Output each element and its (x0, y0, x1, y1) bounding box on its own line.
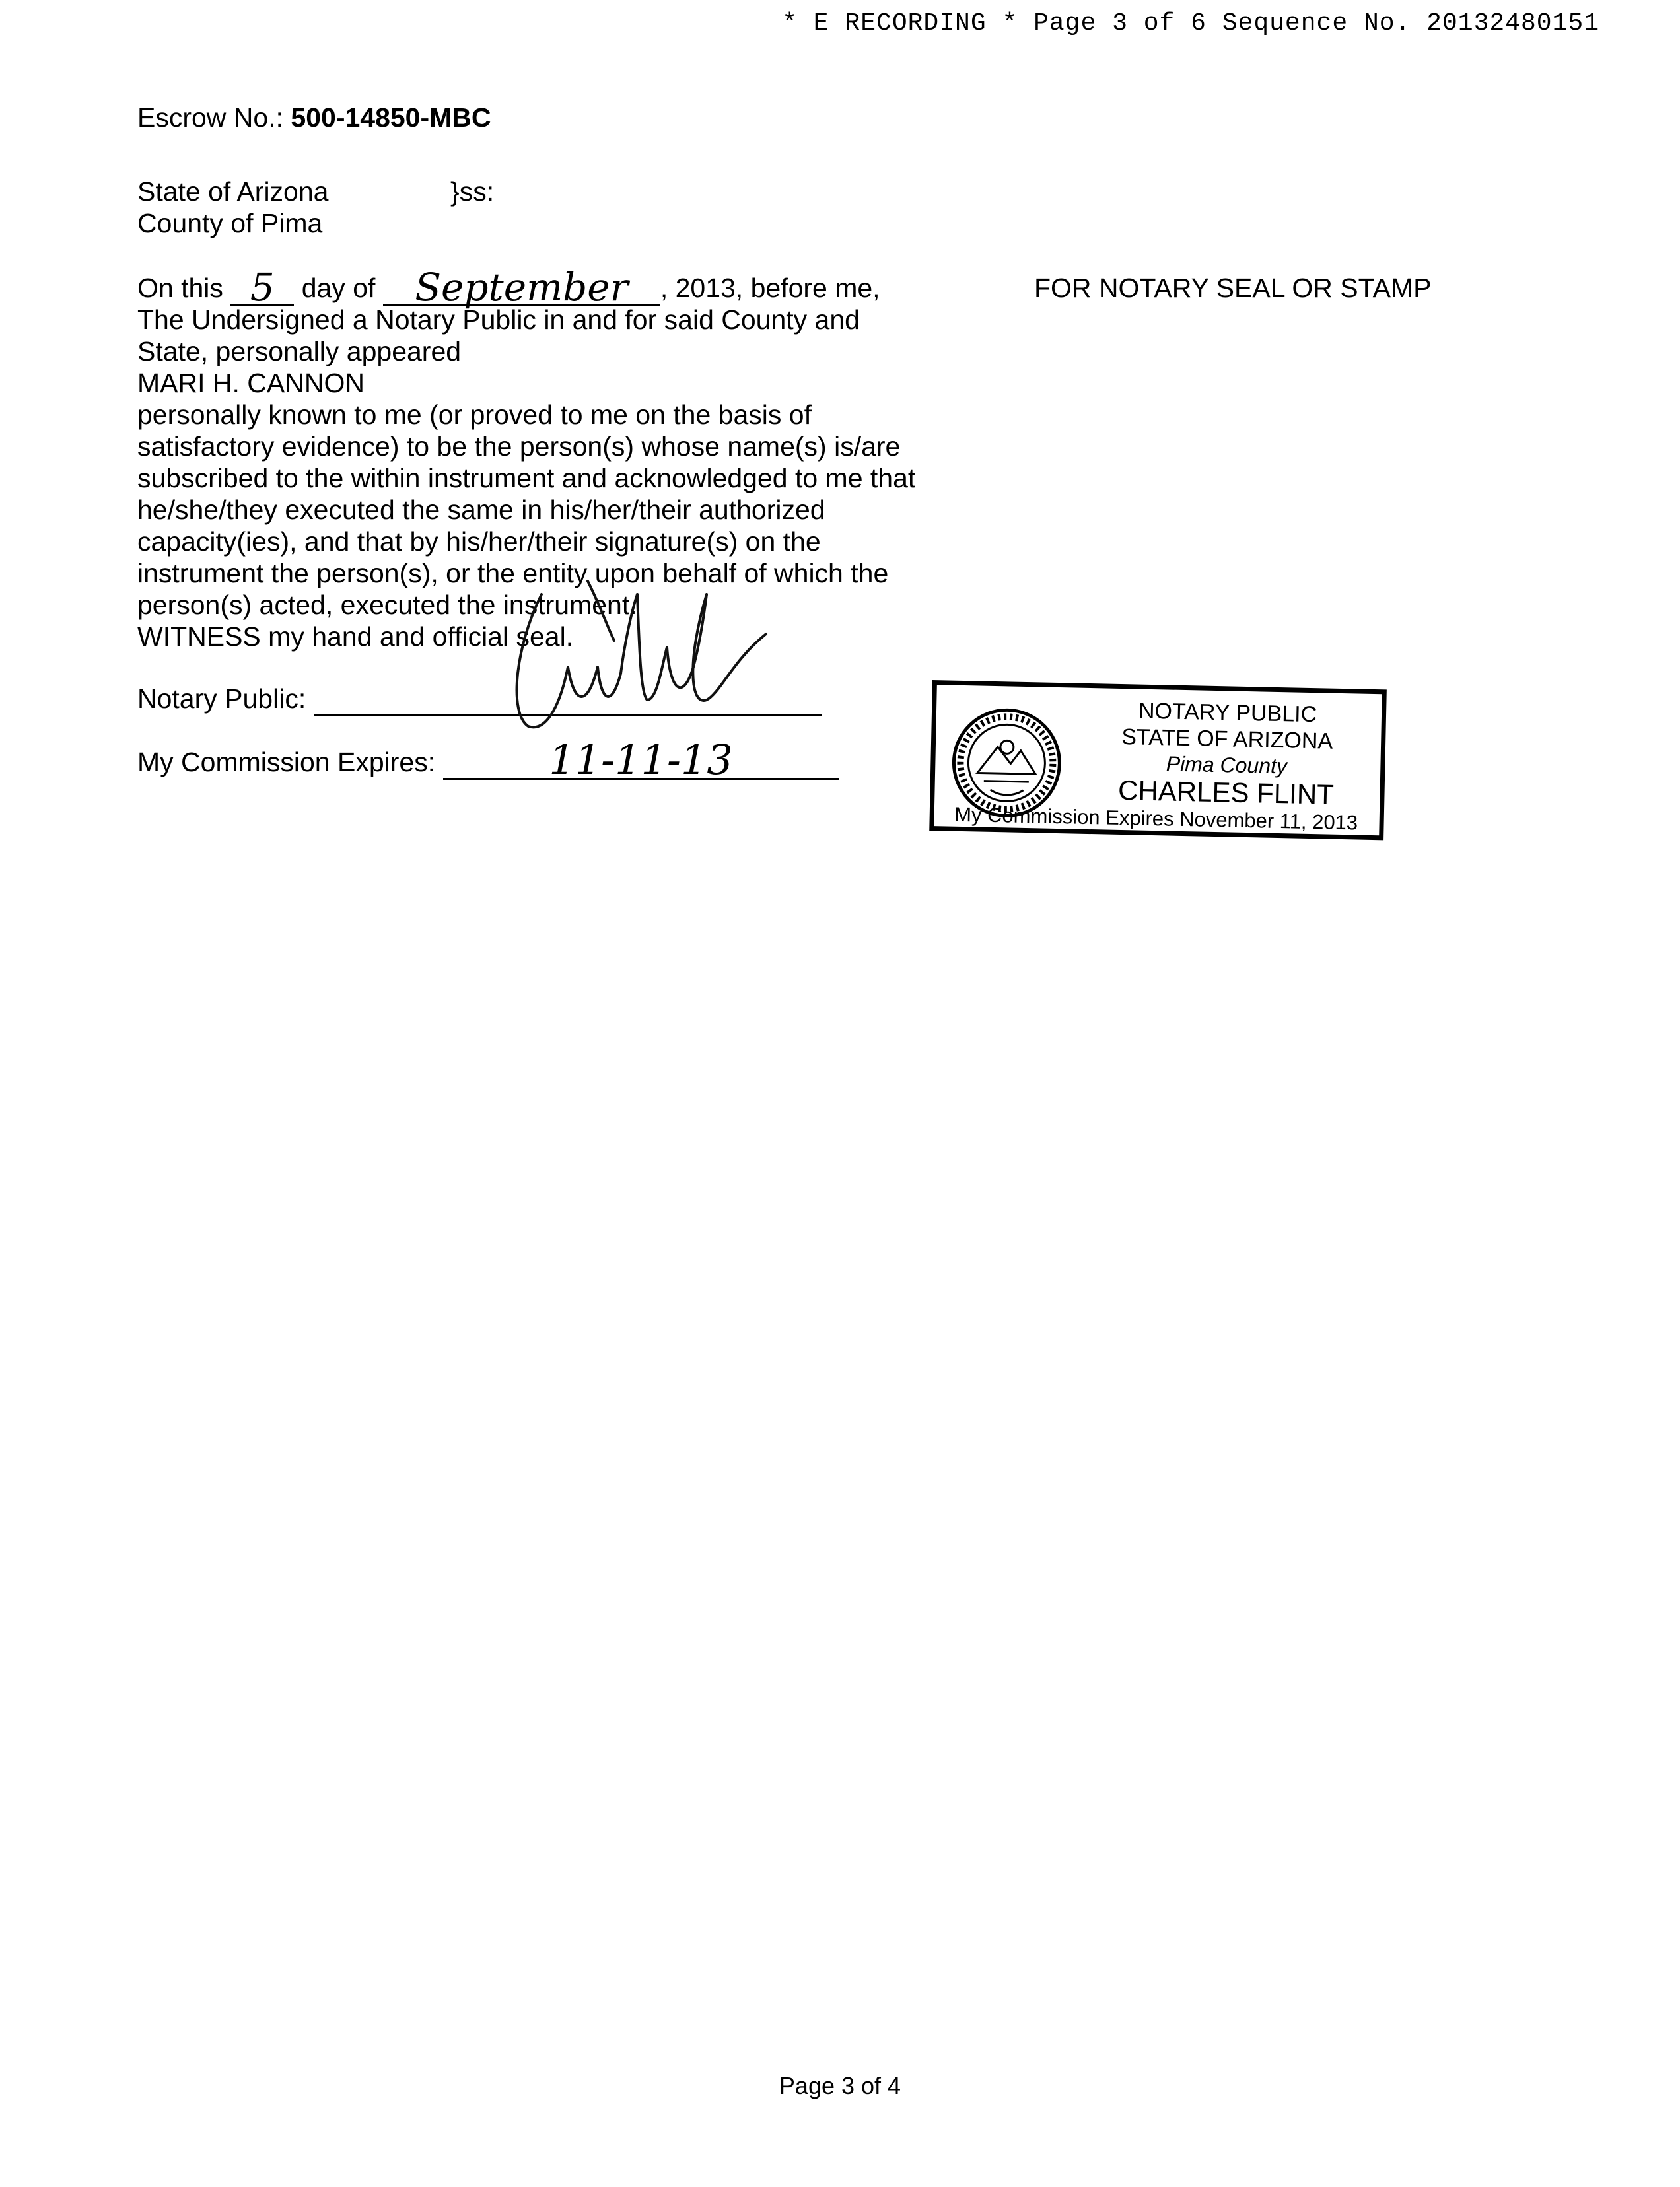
ack-line-7: he/she/they executed the same in his/her/their authorized (137, 495, 825, 525)
year-before-me: , 2013, before me, (660, 273, 880, 303)
ack-line-5: satisfactory evidence) to be the person(s) whose name(s) is/are (137, 431, 901, 462)
venue-state: State of Arizona (137, 176, 329, 207)
ack-line-2: State, personally appeared (137, 336, 462, 366)
escrow-number: 500-14850-MBC (291, 102, 491, 133)
commission-label: My Commission Expires: (137, 747, 436, 777)
ack-line-6: subscribed to the within instrument and acknowledged to me that (137, 463, 916, 493)
day-handwritten: 5 (250, 265, 275, 310)
commission-blank (443, 736, 839, 784)
on-this-label: On this (137, 273, 223, 303)
seal-area-label: FOR NOTARY SEAL OR STAMP (1034, 273, 1432, 303)
ack-line-9: instrument the person(s), or the entity upon behalf of which the (137, 558, 889, 588)
stamp-line-1: NOTARY PUBLIC (1138, 698, 1317, 728)
ack-line-10: person(s) acted, executed the instrument. (137, 590, 637, 620)
appearer-name: MARI H. CANNON (137, 368, 365, 398)
notary-label: Notary Public: (137, 683, 306, 714)
month-handwritten: September (415, 265, 629, 310)
ack-line-8: capacity(ies), and that by his/her/their signature(s) on the (137, 526, 821, 557)
recording-header: * E RECORDING * Page 3 of 6 Sequence No. 20132480151 (782, 9, 1599, 38)
day-of-label: day of (301, 273, 376, 303)
notary-stamp (929, 680, 1387, 840)
venue-county: County of Pima (137, 208, 323, 238)
stamp-line-2: STATE OF ARIZONA (1121, 724, 1333, 754)
witness-line: WITNESS my hand and official seal. (137, 621, 574, 652)
stamp-line-3: Pima County (1166, 751, 1288, 779)
day-blank (230, 265, 294, 310)
commission-handwritten: 11-11-13 (549, 736, 733, 784)
stamp-expires: My Commission Expires November 11, 2013 (954, 802, 1358, 835)
notary-signature-icon (489, 568, 806, 740)
ack-line-4: personally known to me (or proved to me on the basis of (137, 399, 812, 430)
escrow-line (137, 102, 491, 133)
escrow-label: Escrow No.: (137, 102, 283, 133)
acknowledgment-date-line (137, 265, 880, 310)
page-footer: Page 3 of 4 (779, 2072, 901, 2099)
month-blank (383, 265, 660, 310)
commission-line (137, 736, 839, 784)
venue-ss: }ss: (450, 176, 495, 207)
stamp-notary-name: CHARLES FLINT (1117, 774, 1335, 810)
ack-line-1: The Undersigned a Notary Public in and for said County and (137, 304, 860, 335)
